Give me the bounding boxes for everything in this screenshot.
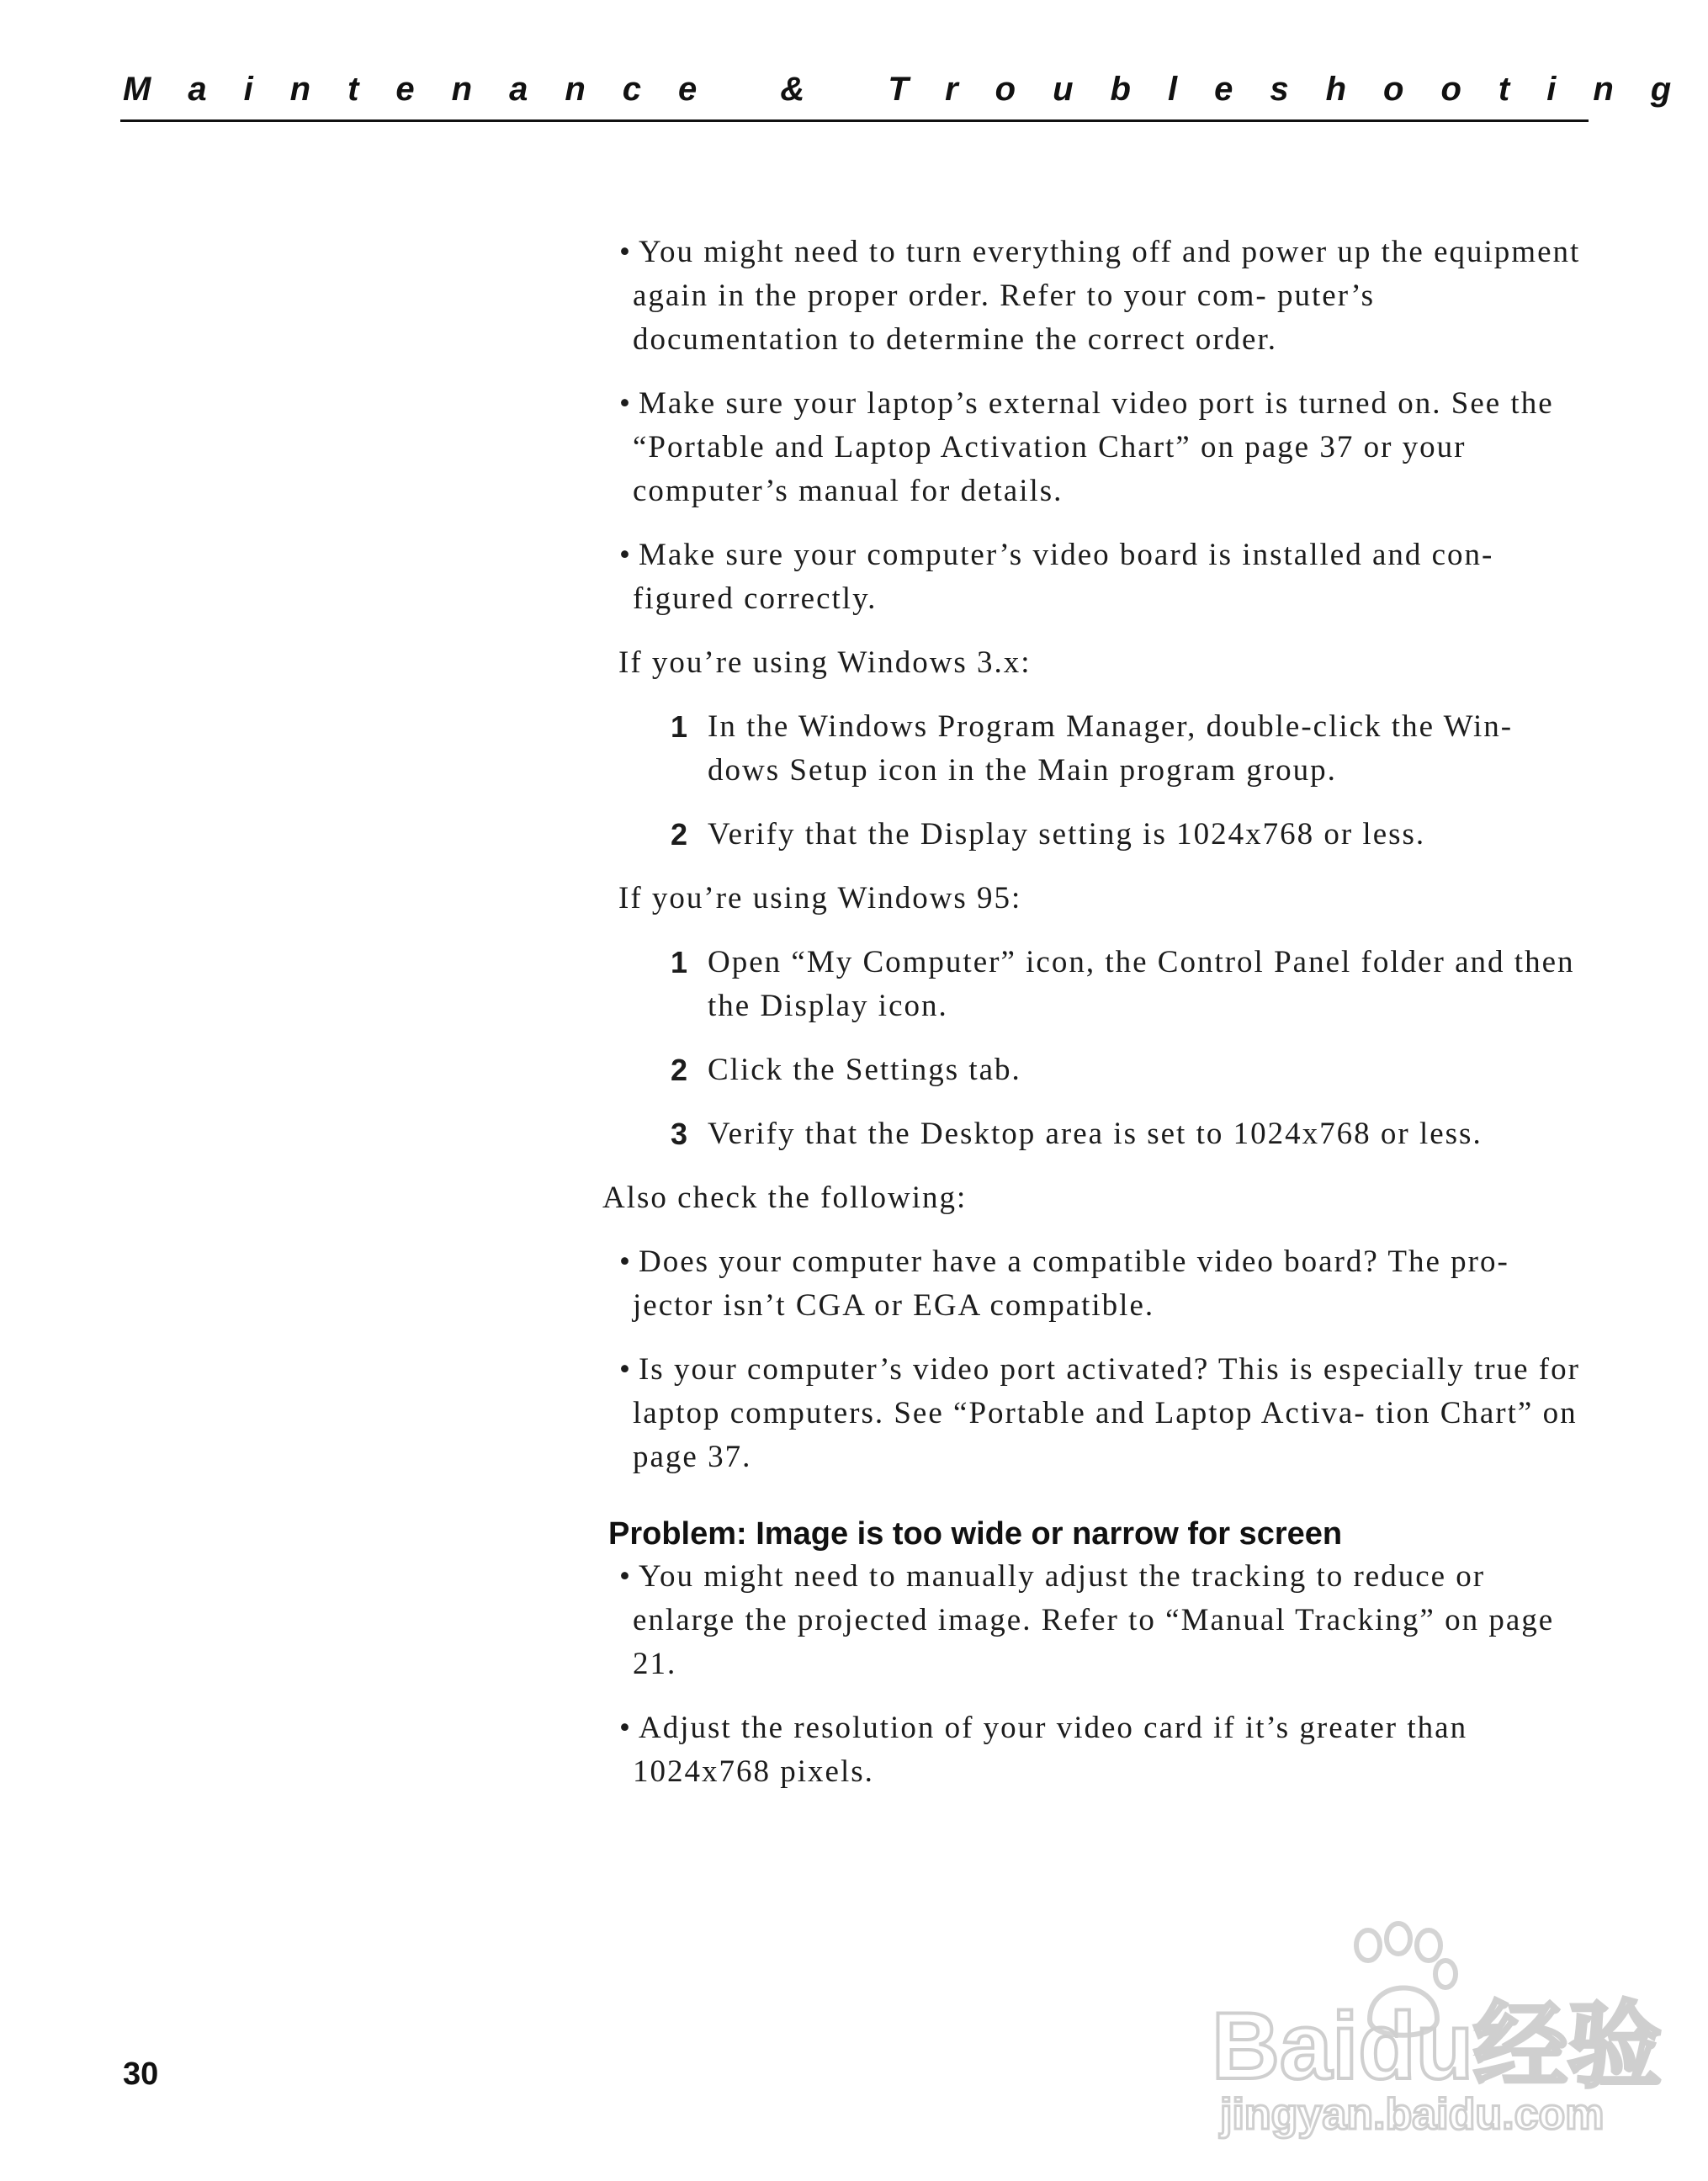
step-number: 3 — [671, 1117, 688, 1151]
bullet-item — [610, 1555, 1586, 1686]
step-text: Verify that the Desktop area is set to 1024x768 or less. — [708, 1117, 1483, 1151]
bullet-item — [610, 533, 1586, 621]
windows-3x-intro: If you’re using Windows 3.x: — [618, 645, 1032, 680]
bullet-dot: • — [619, 1352, 632, 1387]
bullet-item — [610, 1706, 1586, 1794]
bullet-text: Make sure your computer’s video board is installed and con- figured correctly. — [633, 538, 1494, 616]
bullet-item — [610, 1240, 1586, 1328]
bullet-dot: • — [619, 386, 632, 421]
bullet-item — [610, 231, 1586, 362]
windows-95-step — [610, 941, 1586, 1028]
bullet-dot: • — [619, 1559, 632, 1594]
watermark-url: jingyan.baidu.com — [1220, 2090, 1605, 2139]
step-text: Open “My Computer” icon, the Control Panel folder and then the Display icon. — [708, 945, 1575, 1023]
problem-heading: Problem: Image is too wide or narrow for screen — [608, 1516, 1343, 1552]
bullet-text: You might need to manually adjust the tracking to reduce or enlarge the projected image. Refer to “Manual Tracking” on page 21. — [633, 1559, 1555, 1681]
bullet-dot: • — [619, 235, 632, 269]
bullet-text: Does your computer have a compatible video board? The pro- jector isn’t CGA or EGA compatible. — [633, 1244, 1509, 1323]
bullet-dot: • — [619, 1244, 632, 1279]
bullet-text: Make sure your laptop’s external video port is turned on. See the “Portable and Laptop Activation Chart” on page 37 or your computer’s manual for details. — [633, 386, 1554, 508]
bullet-dot: • — [619, 538, 632, 572]
baidu-watermark — [1201, 1927, 1663, 2139]
watermark-brand: Baidu经验 — [1212, 1993, 1663, 2099]
step-number: 2 — [671, 817, 688, 852]
bullet-text: Is your computer’s video port activated? This is especially true for laptop computers. See “Portable and Laptop Activa- tion Chart” on page 37. — [633, 1352, 1580, 1474]
step-number: 1 — [671, 945, 688, 979]
step-text: In the Windows Program Manager, double-click the Win- dows Setup icon in the Main program group. — [708, 709, 1514, 788]
step-text: Verify that the Display setting is 1024x768 or less. — [708, 817, 1426, 852]
main-content — [602, 231, 1586, 1814]
page-number: 30 — [123, 2056, 159, 2092]
header-rule — [120, 119, 1589, 122]
also-check-intro: Also check the following: — [602, 1181, 968, 1215]
step-number: 1 — [671, 709, 688, 744]
step-number: 2 — [671, 1053, 688, 1087]
running-header: Maintenance & Troubleshooting — [123, 71, 1708, 108]
windows-95-step — [610, 1112, 1586, 1156]
bullet-item — [610, 1348, 1586, 1479]
step-text: Click the Settings tab. — [708, 1053, 1021, 1087]
bullet-dot: • — [619, 1711, 632, 1745]
windows-3x-step — [610, 705, 1586, 793]
paw-icon — [1356, 1924, 1456, 2035]
windows-95-intro: If you’re using Windows 95: — [618, 881, 1022, 915]
windows-95-step — [610, 1048, 1586, 1092]
bullet-text: You might need to turn everything off and power up the equipment again in the proper order. Refer to your com- puter’s documentation to determine the correct order. — [633, 235, 1581, 357]
bullet-text: Adjust the resolution of your video card if it’s greater than 1024x768 pixels. — [633, 1711, 1468, 1789]
bullet-item — [610, 382, 1586, 513]
windows-3x-step — [610, 813, 1586, 857]
